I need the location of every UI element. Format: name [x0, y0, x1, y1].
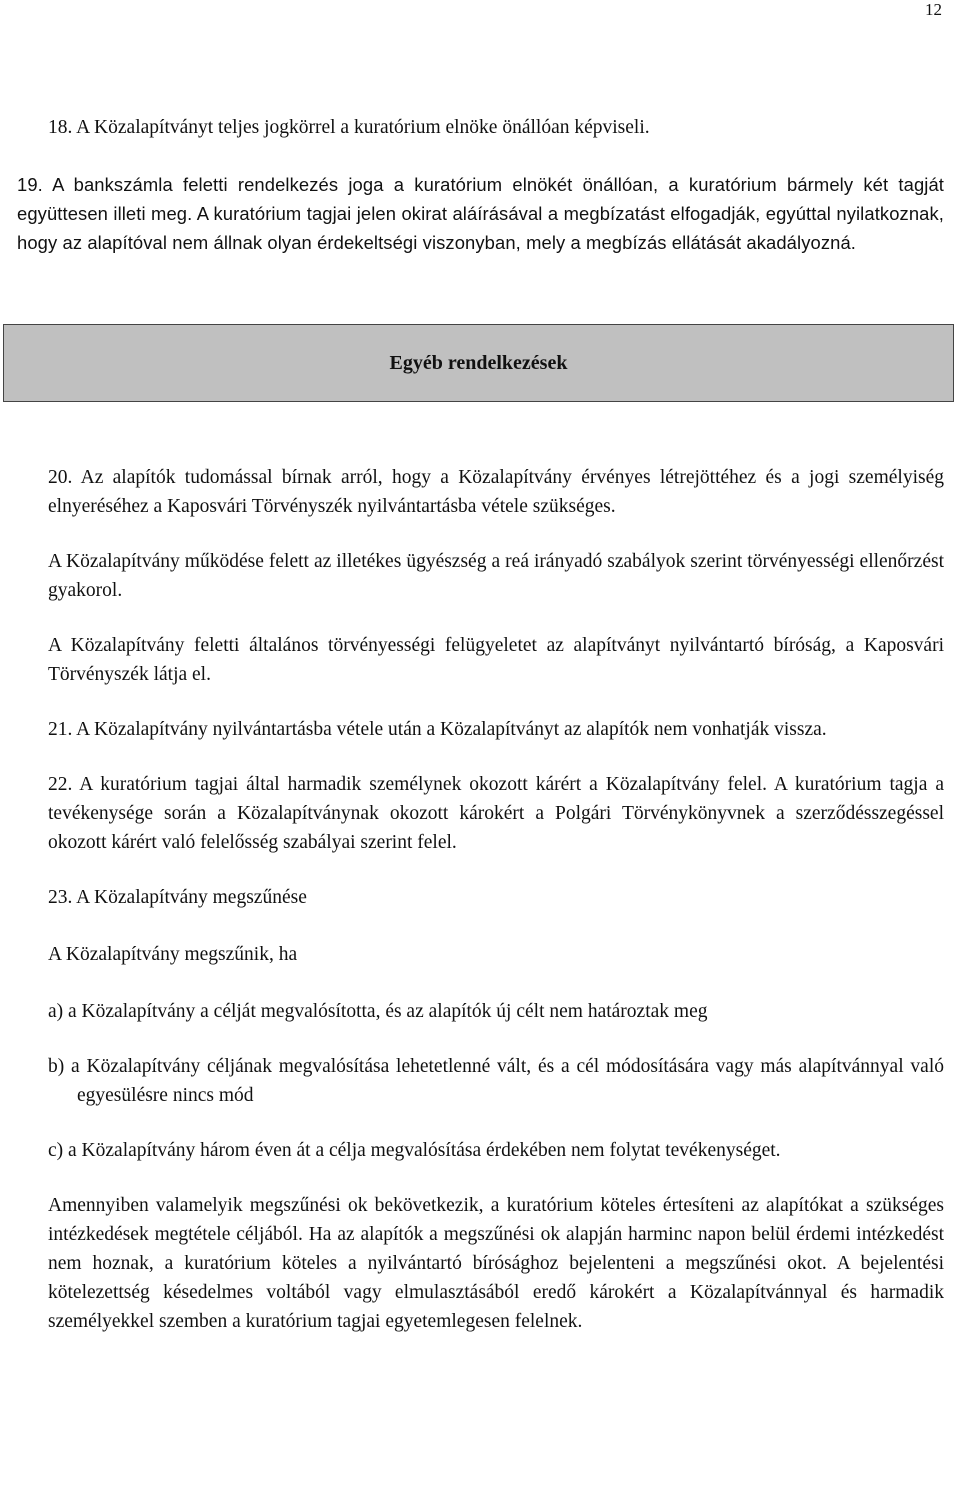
paragraph-23-intro: A Közalapítvány megszűnik, ha: [48, 944, 298, 965]
list-item-c: c) a Közalapítvány három éven át a célja megvalósítása érdekében nem folytat tevékenységet.: [48, 1140, 781, 1161]
section-heading-box: [3, 324, 954, 402]
list-item-b: b) a Közalapítvány céljának megvalósítása lehetetlenné vált, és a cél módosítására vagy más alapítvánnyal való egyesülésre nincs mód: [48, 1056, 944, 1106]
closing-paragraph: Amennyiben valamelyik megszűnési ok bekövetkezik, a kuratórium köteles értesíteni az alapítókat a szükséges intézkedések megtétele céljából. Ha az alapítók a megszűnési ok alapján harminc napon belül érdemi intézkedést nem hoznak, a kuratórium köteles a nyilvántartó bírósághoz bejelenteni a megszűnési okot. A bejelentési kötelezettség késedelmes voltából vagy elmulasztásából eredő károkért a Közalapítvánnyal és harmadik személyekkel szemben a kuratórium tagjai egyetemlegesen felelnek.: [48, 1195, 944, 1332]
page-number: 12: [925, 0, 942, 19]
document-body: [17, 113, 944, 257]
paragraph-20-oversight: A Közalapítvány feletti általános törvényességi felügyeletet az alapítványt nyilvántartó bíróság, a Kaposvári Törvényszék látja el.: [48, 635, 944, 685]
paragraph-21: 21. A Közalapítvány nyilvántartásba vétele után a Közalapítványt az alapítók nem vonhatják vissza.: [48, 719, 827, 740]
paragraph-20-supervision: A Közalapítvány működése felett az illetékes ügyészség a reá irányadó szabályok szerint törvényességi ellenőrzést gyakorol.: [48, 551, 944, 601]
list-item-a: a) a Közalapítvány a célját megvalósította, és az alapítók új célt nem határoztak meg: [48, 1001, 708, 1022]
paragraph-19: 19. A bankszámla feletti rendelkezés joga a kuratórium elnökét önállóan, a kuratórium bármely két tagját együttesen illeti meg. A kuratórium tagjai jelen okirat aláírásával a megbízatást elfogadják, egyúttal nyilatkoznak, hogy az alapítóval nem állnak olyan érdekeltségi viszonyban, mely a megbízás ellátását akadályozná.: [17, 174, 944, 253]
document-body-main: [48, 463, 944, 1336]
section-heading: Egyéb rendelkezések: [389, 351, 568, 374]
paragraph-18: 18. A Közalapítványt teljes jogkörrel a kuratórium elnöke önállóan képviseli.: [48, 117, 650, 138]
paragraph-22: 22. A kuratórium tagjai által harmadik személynek okozott kárért a Közalapítvány felel. A kuratórium tagja a tevékenysége során a Közalapítványnak okozott károkért a Polgári Törvénykönyvnek a szerződésszegéssel okozott kárért való felelősség szabályai szerint felel.: [48, 774, 944, 853]
paragraph-20: 20. Az alapítók tudomással bírnak arról, hogy a Közalapítvány érvényes létrejöttéhez és a jogi személyiség elnyeréséhez a Kaposvári Törvényszék nyilvántartásba vétele szükséges.: [48, 467, 944, 517]
paragraph-23-title: 23. A Közalapítvány megszűnése: [48, 887, 307, 908]
